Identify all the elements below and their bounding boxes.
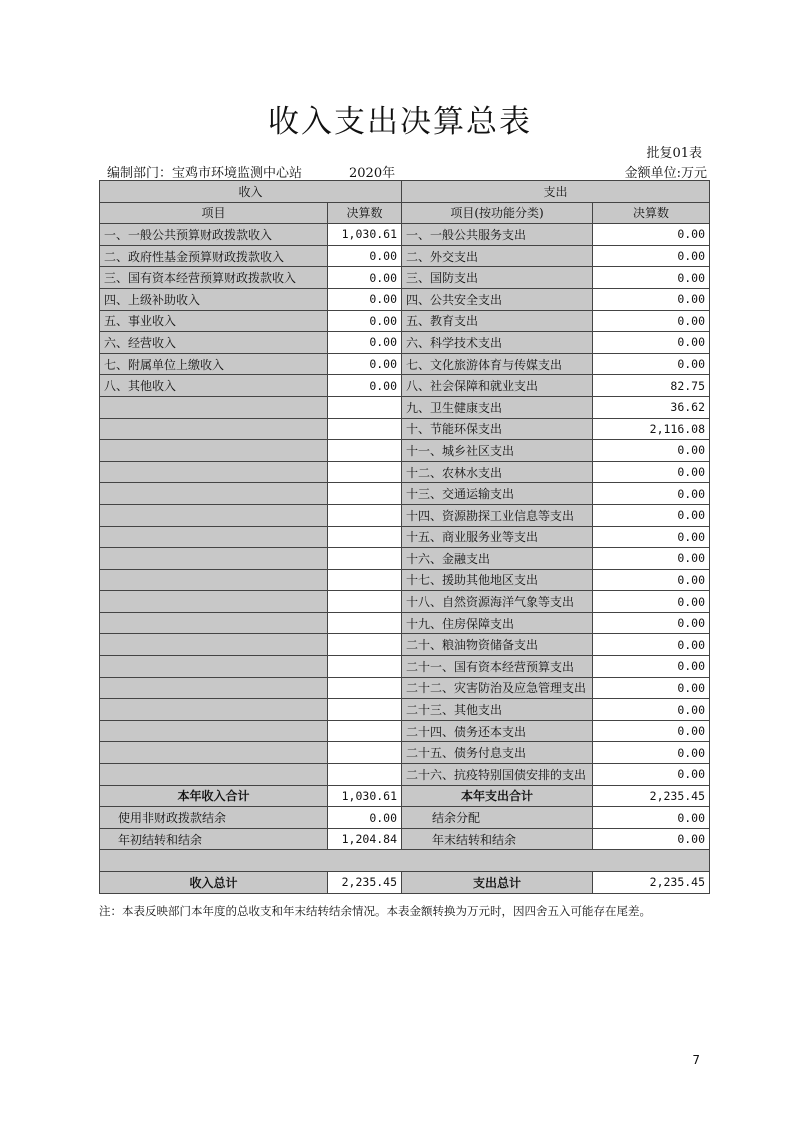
expense-item: 九、卫生健康支出 <box>402 396 593 418</box>
expense-item: 二十六、抗疫特别国债安排的支出 <box>402 764 593 786</box>
table-row <box>100 310 710 332</box>
expense-amount: 0.00 <box>593 440 710 462</box>
item-function-header: 项目(按功能分类) <box>402 202 593 224</box>
expense-amount: 0.00 <box>593 224 710 246</box>
table-row <box>100 656 710 678</box>
expense-amount: 0.00 <box>593 310 710 332</box>
item-header: 项目 <box>100 202 328 224</box>
income-amount: 0.00 <box>328 332 402 354</box>
expense-amount: 0.00 <box>593 699 710 721</box>
expense-item: 十、节能环保支出 <box>402 418 593 440</box>
expense-amount: 0.00 <box>593 764 710 786</box>
expense-amount: 2,116.08 <box>593 418 710 440</box>
amount2-header: 决算数 <box>593 202 710 224</box>
income-header: 收入 <box>100 181 402 203</box>
header-row-sub <box>100 202 710 224</box>
expense-item: 结余分配 <box>402 807 593 829</box>
income-item: 八、其他收入 <box>100 375 328 397</box>
income-amount <box>328 569 402 591</box>
income-amount: 1,030.61 <box>328 224 402 246</box>
expense-item: 二十五、债务付息支出 <box>402 742 593 764</box>
expense-amount: 0.00 <box>593 288 710 310</box>
year-total-row <box>100 785 710 807</box>
table-row <box>100 504 710 526</box>
expense-item: 四、公共安全支出 <box>402 288 593 310</box>
spacer-cell <box>100 850 710 872</box>
income-amount <box>328 396 402 418</box>
income-item: 本年收入合计 <box>100 785 328 807</box>
expense-amount: 0.00 <box>593 461 710 483</box>
income-item <box>100 764 328 786</box>
expense-item: 十九、住房保障支出 <box>402 612 593 634</box>
expense-amount: 0.00 <box>593 267 710 289</box>
income-item <box>100 483 328 505</box>
income-amount <box>328 612 402 634</box>
expense-item: 一、一般公共服务支出 <box>402 224 593 246</box>
table-row <box>100 807 710 829</box>
income-amount: 1,030.61 <box>328 785 402 807</box>
income-item <box>100 504 328 526</box>
grand-total-row <box>100 872 710 894</box>
expense-item: 十七、援助其他地区支出 <box>402 569 593 591</box>
amount-header: 决算数 <box>328 202 402 224</box>
table-row <box>100 375 710 397</box>
income-item <box>100 569 328 591</box>
expense-amount: 0.00 <box>593 677 710 699</box>
income-item <box>100 699 328 721</box>
income-item <box>100 634 328 656</box>
expense-amount: 0.00 <box>593 720 710 742</box>
expense-item: 年末结转和结余 <box>402 828 593 850</box>
table-row <box>100 677 710 699</box>
expense-item: 十四、资源勘探工业信息等支出 <box>402 504 593 526</box>
table-row <box>100 548 710 570</box>
expense-amount: 0.00 <box>593 828 710 850</box>
income-item: 年初结转和结余 <box>100 828 328 850</box>
income-item: 使用非财政拨款结余 <box>100 807 328 829</box>
expense-amount: 0.00 <box>593 742 710 764</box>
page-title: 收入支出决算总表 <box>268 104 532 140</box>
income-amount: 0.00 <box>328 310 402 332</box>
income-amount <box>328 504 402 526</box>
income-item: 二、政府性基金预算财政拨款收入 <box>100 245 328 267</box>
expense-amount: 0.00 <box>593 612 710 634</box>
income-amount <box>328 440 402 462</box>
expense-item: 十六、金融支出 <box>402 548 593 570</box>
table-row <box>100 440 710 462</box>
expense-amount: 0.00 <box>593 807 710 829</box>
income-amount: 1,204.84 <box>328 828 402 850</box>
income-item <box>100 526 328 548</box>
income-amount <box>328 764 402 786</box>
expense-item: 二十、粮油物资储备支出 <box>402 634 593 656</box>
income-amount: 0.00 <box>328 288 402 310</box>
footnote: 注：本表反映部门本年度的总收支和年末结转结余情况。本表金额转换为万元时，因四舍五入可能存在尾差。 <box>99 904 651 918</box>
expense-amount: 82.75 <box>593 375 710 397</box>
table-row <box>100 764 710 786</box>
income-amount: 0.00 <box>328 245 402 267</box>
expense-amount: 2,235.45 <box>593 785 710 807</box>
table-row <box>100 461 710 483</box>
expense-item: 十一、城乡社区支出 <box>402 440 593 462</box>
expense-item: 三、国防支出 <box>402 267 593 289</box>
page-number: 7 <box>692 1053 700 1067</box>
income-item <box>100 720 328 742</box>
expense-amount: 0.00 <box>593 634 710 656</box>
income-item: 四、上级补助收入 <box>100 288 328 310</box>
expense-item: 六、科学技术支出 <box>402 332 593 354</box>
table-row <box>100 396 710 418</box>
income-amount: 0.00 <box>328 267 402 289</box>
income-item <box>100 591 328 613</box>
income-amount <box>328 461 402 483</box>
expense-item: 二十三、其他支出 <box>402 699 593 721</box>
expense-item: 二十二、灾害防治及应急管理支出 <box>402 677 593 699</box>
table-row <box>100 591 710 613</box>
income-item <box>100 677 328 699</box>
spacer-row <box>100 850 710 872</box>
table-row <box>100 569 710 591</box>
income-amount <box>328 483 402 505</box>
income-amount: 2,235.45 <box>328 872 402 894</box>
expense-item: 十五、商业服务业等支出 <box>402 526 593 548</box>
expense-amount: 0.00 <box>593 332 710 354</box>
income-item <box>100 418 328 440</box>
expense-amount: 36.62 <box>593 396 710 418</box>
income-amount <box>328 548 402 570</box>
department: 编制部门：宝鸡市环境监测中心站 <box>107 166 303 181</box>
expense-amount: 0.00 <box>593 591 710 613</box>
income-item <box>100 548 328 570</box>
income-amount <box>328 591 402 613</box>
table-row <box>100 288 710 310</box>
expense-item: 五、教育支出 <box>402 310 593 332</box>
table-row <box>100 483 710 505</box>
income-amount <box>328 699 402 721</box>
header-row-main <box>100 181 710 203</box>
expense-header: 支出 <box>402 181 710 203</box>
income-item: 七、附属单位上缴收入 <box>100 353 328 375</box>
income-amount: 0.00 <box>328 353 402 375</box>
final-accounts-table <box>99 180 710 894</box>
expense-item: 十二、农林水支出 <box>402 461 593 483</box>
expense-amount: 0.00 <box>593 504 710 526</box>
expense-item: 十三、交通运输支出 <box>402 483 593 505</box>
expense-amount: 0.00 <box>593 548 710 570</box>
income-item: 收入总计 <box>100 872 328 894</box>
income-amount <box>328 656 402 678</box>
expense-item: 八、社会保障和就业支出 <box>402 375 593 397</box>
table-row <box>100 828 710 850</box>
income-item: 六、经营收入 <box>100 332 328 354</box>
income-item <box>100 440 328 462</box>
income-item: 五、事业收入 <box>100 310 328 332</box>
income-item <box>100 396 328 418</box>
expense-item: 本年支出合计 <box>402 785 593 807</box>
expense-item: 支出总计 <box>402 872 593 894</box>
income-amount: 0.00 <box>328 375 402 397</box>
table-row <box>100 526 710 548</box>
expense-item: 二十一、国有资本经营预算支出 <box>402 656 593 678</box>
income-amount <box>328 526 402 548</box>
income-amount <box>328 742 402 764</box>
approval-code: 批复01表 <box>646 146 702 161</box>
expense-amount: 0.00 <box>593 526 710 548</box>
income-item <box>100 742 328 764</box>
income-amount: 0.00 <box>328 807 402 829</box>
expense-amount: 0.00 <box>593 569 710 591</box>
table-row <box>100 332 710 354</box>
table-row <box>100 699 710 721</box>
table-row <box>100 720 710 742</box>
income-item: 三、国有资本经营预算财政拨款收入 <box>100 267 328 289</box>
expense-amount: 0.00 <box>593 353 710 375</box>
expense-item: 七、文化旅游体育与传媒支出 <box>402 353 593 375</box>
expense-amount: 2,235.45 <box>593 872 710 894</box>
table-row <box>100 267 710 289</box>
income-item <box>100 461 328 483</box>
year: 2020年 <box>349 166 396 181</box>
income-amount <box>328 418 402 440</box>
expense-amount: 0.00 <box>593 483 710 505</box>
expense-amount: 0.00 <box>593 245 710 267</box>
income-item: 一、一般公共预算财政拨款收入 <box>100 224 328 246</box>
expense-item: 二十四、债务还本支出 <box>402 720 593 742</box>
income-item <box>100 656 328 678</box>
table-row <box>100 245 710 267</box>
expense-item: 二、外交支出 <box>402 245 593 267</box>
income-item <box>100 612 328 634</box>
income-amount <box>328 720 402 742</box>
table-row <box>100 612 710 634</box>
income-amount <box>328 677 402 699</box>
table-row <box>100 224 710 246</box>
table-row <box>100 634 710 656</box>
table-row <box>100 353 710 375</box>
income-amount <box>328 634 402 656</box>
table-row <box>100 742 710 764</box>
expense-item: 十八、自然资源海洋气象等支出 <box>402 591 593 613</box>
unit: 金额单位:万元 <box>624 166 707 181</box>
expense-amount: 0.00 <box>593 656 710 678</box>
table-row <box>100 418 710 440</box>
